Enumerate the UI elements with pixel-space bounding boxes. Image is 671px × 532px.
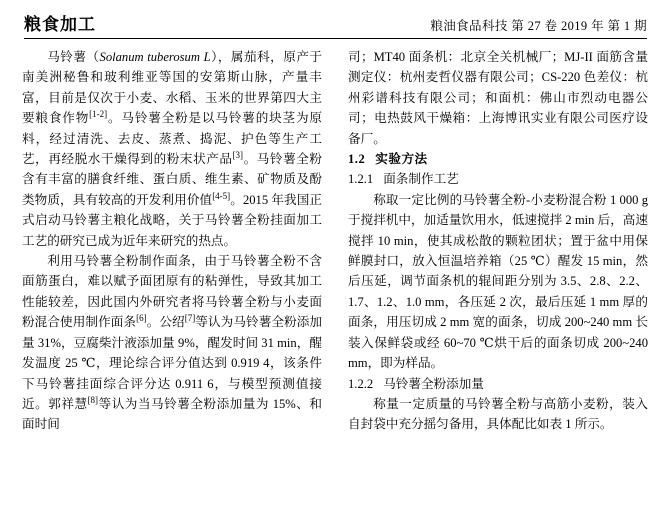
section-number-1-2: 1.2: [348, 152, 366, 167]
paragraph-materials-cont: 司；MT40 面条机：北京全关机械厂；MJ-II 面筋含量测定仪：杭州麦哲仪器有限公司；CS-220 色差仪：杭州彩谱科技有限公司；和面机：佛山市烈动电器公司；电热鼓风干燥箱：上海博讯实业有限公司医疗设备厂。: [348, 50, 648, 146]
paragraph-noodle-process: 称取一定比例的马铃薯全粉-小麦粉混合粉 1 000 g 于搅拌机中，加适量饮用水，低速搅拌 2 min 后，高速搅拌 10 min，使其成松散的颗粒团状；置于盆中用保鲜膜封口，放入恒温培养箱（25 ℃）醒发 15 min，然后压延，调节面条机的辊间距分别为 3.5、2.8、2.2、1.7、1.2、1.0 mm，各压延 2 次，最后压延 1 mm 厚的面条，用压切成 2 mm 宽的面条，切成 200~240 mm 长装入保鲜袋或经 60~70 ℃烘干后的面条切成 200~240 mm，即为样品。: [348, 192, 648, 371]
species-name: Solanum tuberosum L: [99, 50, 211, 64]
citation-1-2: [1-2]: [89, 109, 108, 120]
section-number-1-2-1: 1.2.1: [348, 172, 374, 187]
citation-8: [8]: [87, 394, 99, 405]
citation-7: [7]: [184, 313, 196, 324]
header-rule: [24, 38, 647, 39]
running-head: [22, 10, 649, 36]
section-heading-1-2-1: [348, 169, 648, 189]
section-heading-1-2-2: [348, 374, 648, 394]
paragraph-intro-1: 马铃薯（Solanum tuberosum L），属茄科，原产于南美洲秘鲁和玻利维亚等国的安第斯山脉，产量丰富，目前是仅次于小麦、水稻、玉米的世界第四大主要粮食作物[1-2]。马铃薯全粉是以马铃薯的块茎为原料，经过清洗、去皮、蒸煮、捣泥、护色等生产工艺，再经脱水干燥得到的粉末状产品[3]。马铃薯全粉含有丰富的膳食纤维、蛋白质、维生素、矿物质及酚类物质，具有较高的开发利用价值[4-5]。2015 年我国正式启动马铃薯主粮化战略，关于马铃薯全粉挂面加工工艺的研究已成为近年来研究的热点。: [22, 50, 323, 248]
section-title-1-2: 实验方法: [375, 152, 428, 167]
running-head-right: 粮油食品科技 第 27 卷 2019 年 第 1 期: [430, 19, 647, 33]
section-title-1-2-2: 马铃薯全粉添加量: [383, 376, 484, 391]
body-columns: [22, 47, 649, 435]
citation-6: [6]: [136, 313, 147, 324]
paragraph-potato-flour-dosage: 称量一定质量的马铃薯全粉与高筋小麦粉，装入自封袋中充分摇匀备用，具体配比如表 1 所示。: [348, 396, 648, 432]
right-column: [348, 47, 648, 435]
left-column: [22, 47, 322, 435]
paragraph-intro-2: 利用马铃薯全粉制作面条，由于马铃薯全粉不含面筋蛋白，难以赋予面团原有的粘弹性，导致其加工性能较差，因此国内外研究者将马铃薯全粉与小麦面粉混合使用制作面条[6]。公绍[7]等认为马铃薯全粉添加量 31%，豆腐柴汁液添加量 9%，醒发时间 31 min，醒发温度 25 ℃，理论综合评分值达到 0.919 4，该条件下马铃薯挂面综合评分达 0.911 6，与模型预测值接近。郭祥慧[8]等认为当马铃薯全粉添加量为 15%、和面时间: [22, 254, 323, 432]
section-title-1-2-1: 面条制作工艺: [383, 172, 459, 187]
section-heading-1-2: [348, 149, 648, 169]
section-number-1-2-2: 1.2.2: [348, 376, 374, 391]
running-head-left: 粮食加工: [24, 15, 96, 34]
citation-3: [3]: [232, 149, 244, 160]
citation-4-5: [4-5]: [212, 190, 231, 201]
